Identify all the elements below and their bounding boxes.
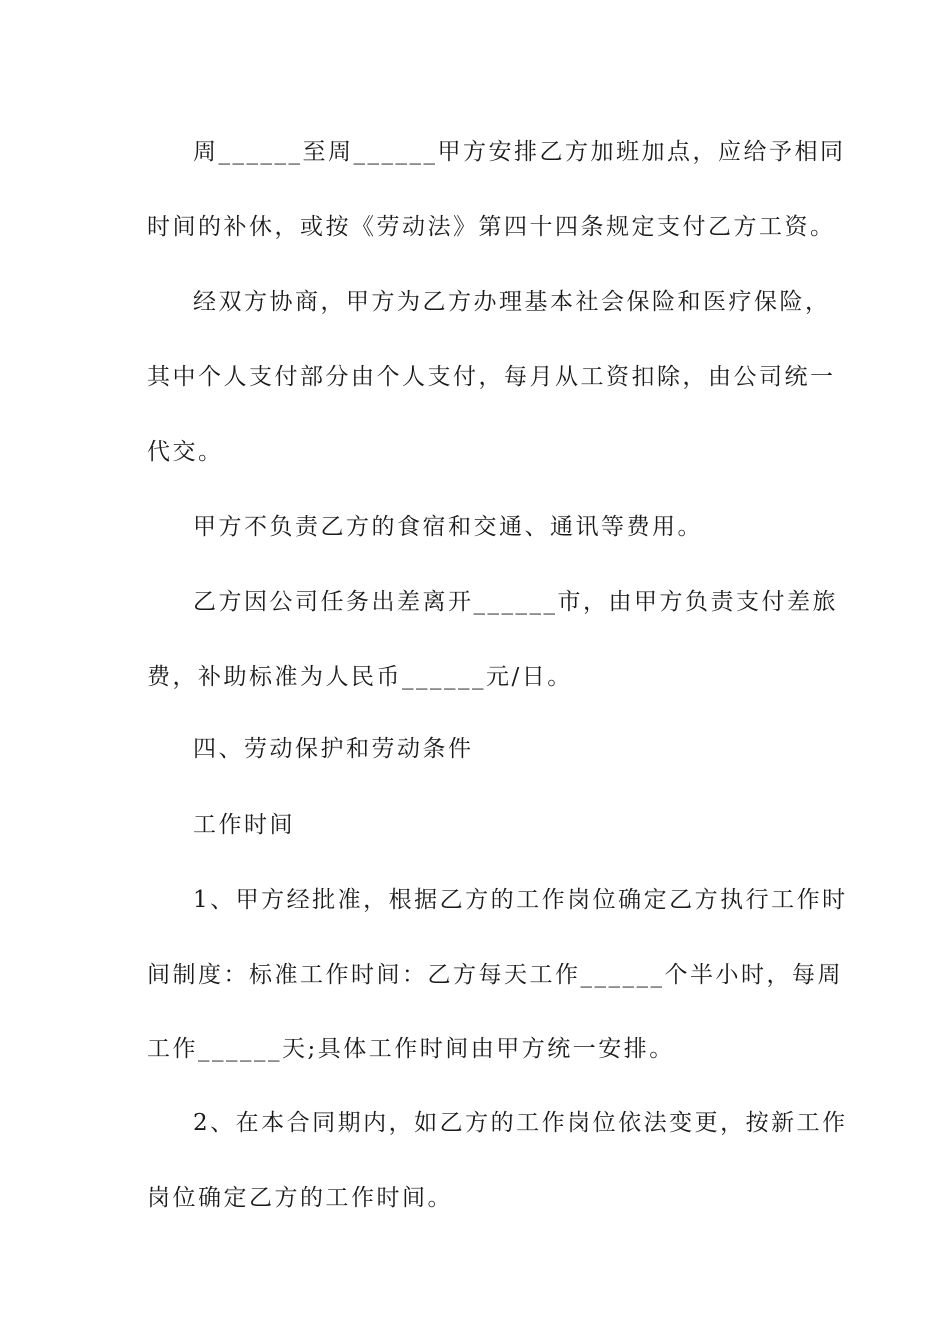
paragraph-line: 代交。 [147, 439, 224, 465]
paragraph-line: 甲方不负责乙方的食宿和交通、通讯等费用。 [193, 514, 703, 540]
paragraph-line: 2、在本合同期内，如乙方的工作岗位依法变更，按新工作 [193, 1110, 848, 1136]
paragraph-line: 周______至周______甲方安排乙方加班加点，应给予相同 [193, 139, 846, 165]
paragraph-line: 1、甲方经批准，根据乙方的工作岗位确定乙方执行工作时 [193, 887, 848, 913]
section-heading: 四、劳动保护和劳动条件 [193, 736, 474, 762]
paragraph-line: 乙方因公司任务出差离开______市，由甲方负责支付差旅 [193, 589, 838, 615]
paragraph-line: 时间的补休，或按《劳动法》第四十四条规定支付乙方工资。 [147, 214, 836, 240]
paragraph-line: 经双方协商，甲方为乙方办理基本社会保险和医疗保险， [193, 289, 831, 315]
paragraph-line: 工作______天;具体工作时间由甲方统一安排。 [147, 1036, 675, 1062]
paragraph-line: 间制度：标准工作时间：乙方每天工作______个半小时，每周 [147, 962, 843, 988]
paragraph-line: 岗位确定乙方的工作时间。 [147, 1185, 453, 1211]
paragraph-line: 费，补助标准为人民币______元/日。 [147, 664, 573, 690]
subsection-heading: 工作时间 [193, 812, 295, 838]
paragraph-line: 其中个人支付部分由个人支付，每月从工资扣除，由公司统一 [147, 364, 836, 390]
